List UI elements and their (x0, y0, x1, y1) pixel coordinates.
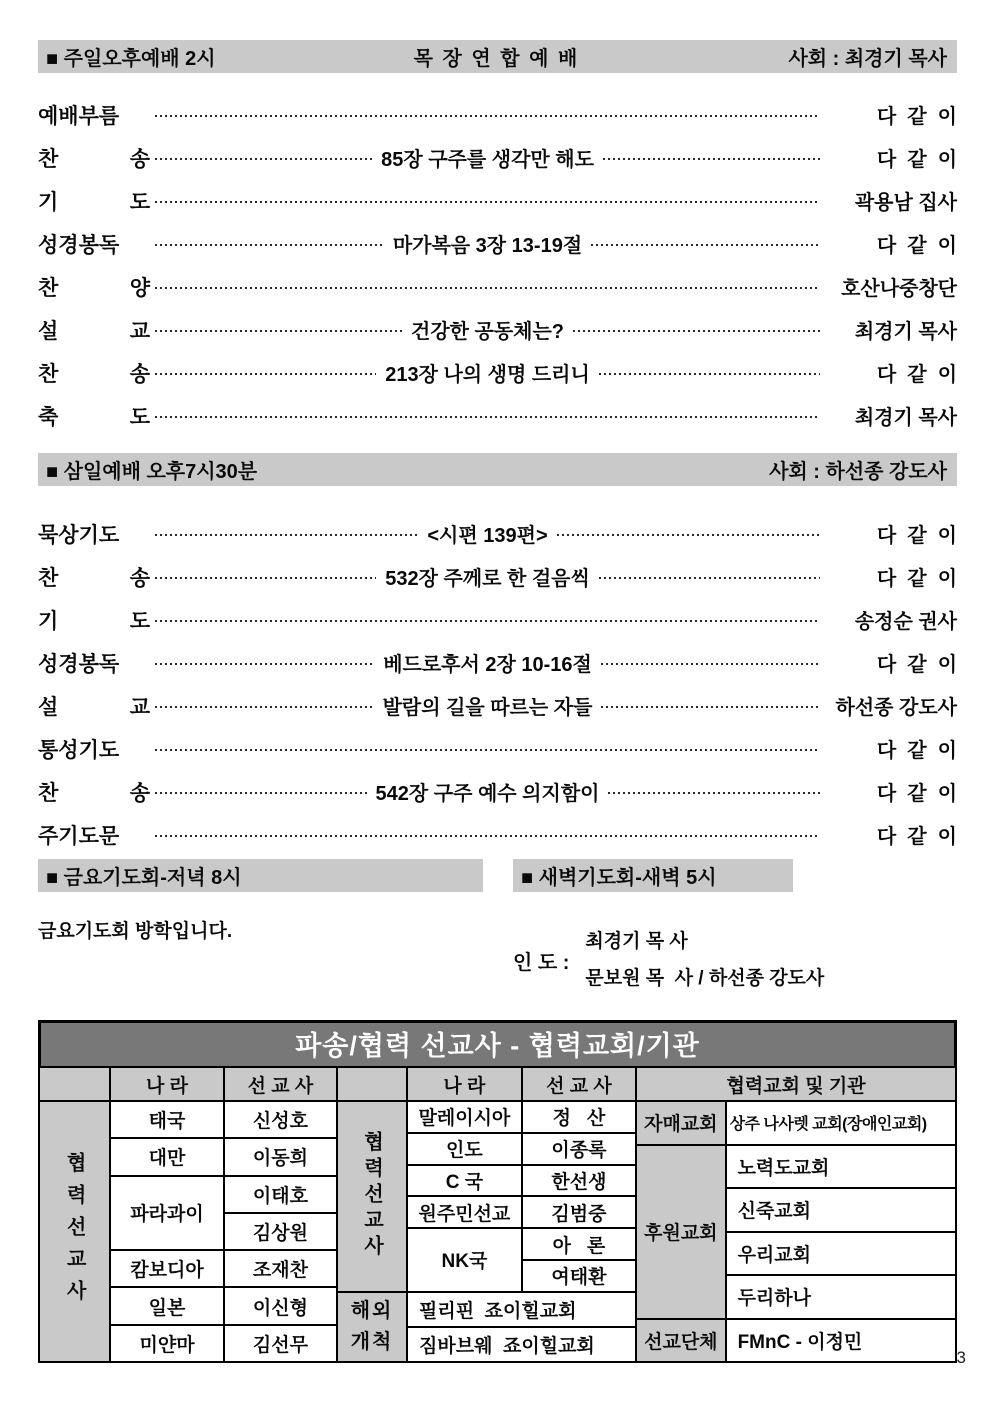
worship-item-person: 최경기 목사 (854, 321, 958, 343)
dawn-leader-line2: 문보원 목 사 / 하선종 강도사 (585, 968, 825, 989)
group-label-coop-missionary: 협력선교사 (39, 1101, 110, 1362)
worship-item-label: 기 도 (38, 190, 150, 214)
worship-item-label: 찬 양 (38, 276, 150, 300)
worship-row (38, 598, 957, 641)
dotted-leader (155, 534, 418, 536)
worship-item-label: 설 교 (38, 319, 150, 343)
dotted-leader (557, 534, 820, 536)
prayer-meeting-headers (38, 859, 957, 892)
dotted-leader (155, 620, 820, 622)
worship-row (38, 555, 957, 598)
mission-org-label: 선교단체 (636, 1319, 725, 1363)
country-cell: 대만 (110, 1138, 223, 1175)
worship-item-detail: 532장 주께로 한 걸음씩 (385, 568, 590, 590)
country-cell: 캄보디아 (110, 1250, 223, 1287)
dotted-leader (155, 244, 384, 246)
worship-item-person: 다 같 이 (876, 149, 958, 171)
worship-item-label: 기 도 (38, 609, 150, 633)
worship-item-detail: <시편 139편> (427, 525, 548, 547)
country-cell: 미얀마 (110, 1325, 223, 1362)
worship-item-detail: 213장 나의 생명 드리니 (385, 364, 590, 386)
col-header-missionary: 선 교 사 (522, 1067, 636, 1101)
service-name-time: ■ 주일오후예배 2시 (46, 48, 216, 70)
worship-item-person: 다 같 이 (876, 364, 958, 386)
worship-item-person: 다 같 이 (876, 525, 957, 547)
sister-church-label: 자매교회 (636, 1101, 725, 1145)
missionary-cell: 이동희 (224, 1138, 337, 1175)
missionary-table-title: 파송/협력 선교사 - 협력교회/기관 (38, 1020, 957, 1066)
service-name-time: ■ 삼일예배 오후7시30분 (46, 461, 258, 483)
friday-prayer-title: ■ 금요기도회-저녁 8시 (46, 867, 242, 889)
country-cell: 말레이시아 (407, 1101, 522, 1133)
worship-item-person: 하선종 강도사 (835, 697, 957, 719)
dotted-leader (608, 792, 820, 794)
missionary-cell: 한선생 (522, 1165, 636, 1197)
worship-item-label: 찬 송 (38, 566, 150, 590)
table-row (636, 1319, 956, 1363)
missionary-cell: 이종록 (522, 1133, 636, 1165)
friday-prayer-header (38, 859, 483, 892)
worship-row (38, 394, 957, 437)
country-cell: 일본 (110, 1287, 223, 1324)
table-row (337, 1101, 636, 1133)
col-header-country: 나 라 (407, 1067, 522, 1101)
worship-item-detail: 건강한 공동체는? (411, 321, 565, 343)
worship-item-label: 축 도 (38, 405, 150, 429)
col-header-missionary: 선 교 사 (224, 1067, 337, 1101)
corner-cell (39, 1067, 110, 1101)
worship-item-detail: 85장 구주를 생각만 해도 (381, 149, 594, 171)
worship-item-detail: 발람의 길을 따르는 자들 (382, 697, 593, 719)
worship-row (38, 136, 957, 179)
dotted-leader (155, 158, 372, 160)
support-church-label: 후원교회 (636, 1145, 725, 1319)
prayer-meeting-notes (38, 908, 957, 1012)
support-church-value: 신죽교회 (726, 1188, 956, 1232)
missionary-table-section (38, 1020, 957, 1363)
worship-item-label: 찬 송 (38, 781, 150, 805)
dotted-leader (601, 663, 820, 665)
support-church-value: 두리하나 (726, 1275, 956, 1319)
dotted-leader (155, 416, 820, 418)
dotted-leader (155, 835, 820, 837)
service-presider: 사회 : 하선종 강도사 (769, 461, 947, 483)
missionary-cell: 정 산 (522, 1101, 636, 1133)
worship-row (38, 770, 957, 813)
missionary-cell: 여태환 (522, 1260, 636, 1292)
group-label-coop-missionary: 협력선교사 (337, 1101, 407, 1292)
dawn-prayer-leaders (513, 908, 824, 1012)
support-church-value: 노력도교회 (726, 1145, 956, 1189)
dotted-leader (573, 330, 820, 332)
worship-item-label: 찬 송 (38, 147, 150, 171)
dotted-leader (155, 201, 820, 203)
worship-item-person: 호산나중창단 (841, 278, 957, 300)
page-number: 3 (956, 1348, 966, 1367)
worship-item-detail: 마가복음 3장 13-19절 (392, 235, 583, 257)
worship-item-label: 통성기도 (38, 738, 120, 762)
worship-row (38, 308, 957, 351)
group-label-overseas-planting: 해외 개척 (337, 1292, 407, 1362)
worship-item-person: 송정순 권사 (854, 611, 957, 633)
cooperating-missionaries-table-left (38, 1066, 338, 1363)
worship-item-person: 다 같 이 (876, 106, 957, 128)
support-church-value: 우리교회 (726, 1232, 956, 1276)
dotted-leader (155, 330, 402, 332)
missionary-cell: 조재찬 (224, 1250, 337, 1287)
table-row (337, 1292, 636, 1327)
dotted-leader (603, 158, 820, 160)
dotted-leader (155, 749, 820, 751)
dotted-leader (155, 287, 820, 289)
sunday-afternoon-service-header (38, 40, 957, 73)
worship-item-person: 다 같 이 (876, 826, 957, 848)
worship-item-person: 곽용남 집사 (854, 192, 957, 214)
dotted-leader (155, 663, 374, 665)
col-header-country: 나 라 (110, 1067, 223, 1101)
worship-row (38, 512, 957, 555)
worship-item-detail: 542장 구주 예수 의지함이 (375, 783, 600, 805)
dawn-prayer-title: ■ 새벽기도회-새벽 5시 (521, 867, 717, 889)
country-cell: 인도 (407, 1133, 522, 1165)
dawn-lead-names (585, 923, 824, 997)
dotted-leader (599, 373, 820, 375)
worship-row (38, 93, 957, 136)
worship-item-label: 예배부름 (38, 104, 120, 128)
dotted-leader (591, 244, 820, 246)
missionary-cell: 김상원 (224, 1213, 337, 1250)
worship-item-label: 묵상기도 (38, 523, 120, 547)
worship-item-person: 다 같 이 (876, 740, 957, 762)
worship-row (38, 222, 957, 265)
missionary-cell: 김선무 (224, 1325, 337, 1362)
worship-item-person: 최경기 목사 (854, 407, 957, 429)
service-title: 목 장 연 합 예 배 (413, 48, 580, 70)
worship-item-label: 설 교 (38, 695, 150, 719)
worship-row (38, 179, 957, 222)
worship-item-person: 다 같 이 (876, 235, 957, 257)
worship-item-label: 성경봉독 (38, 233, 120, 257)
col-header-partner: 협력교회 및 기관 (636, 1067, 956, 1101)
cooperating-missionaries-table-middle (336, 1066, 637, 1363)
worship-row (38, 813, 957, 856)
dotted-leader (155, 115, 820, 117)
friday-prayer-note: 금요기도회 방학입니다. (38, 921, 233, 942)
dotted-leader (155, 373, 376, 375)
dotted-leader (155, 577, 376, 579)
worship-row (38, 727, 957, 770)
worship-item-detail: 베드로후서 2장 10-16절 (383, 654, 592, 676)
partner-churches-table (635, 1066, 957, 1363)
table-row (39, 1101, 337, 1138)
mission-org-value: FMnC - 이정민 (726, 1319, 956, 1363)
dawn-prayer-header (513, 859, 793, 892)
worship-item-label: 찬 송 (38, 362, 150, 386)
table-row (636, 1145, 956, 1189)
country-cell: NK국 (407, 1228, 522, 1292)
worship-item-label: 성경봉독 (38, 652, 120, 676)
worship-row (38, 641, 957, 684)
wednesday-order-list (38, 512, 957, 856)
missionary-cell: 신성호 (224, 1101, 337, 1138)
worship-item-person: 다 같 이 (876, 568, 958, 590)
dotted-leader (155, 792, 367, 794)
missionary-cell: 아 론 (522, 1228, 636, 1260)
sunday-afternoon-order-list (38, 93, 957, 437)
worship-row (38, 265, 957, 308)
corner-cell (337, 1067, 407, 1101)
dotted-leader (601, 706, 820, 708)
country-cell: 원주민선교 (407, 1196, 522, 1228)
dotted-leader (155, 706, 374, 708)
country-cell: 파라과이 (110, 1176, 223, 1251)
wednesday-service-header (38, 453, 957, 486)
worship-item-person: 다 같 이 (876, 654, 958, 676)
dotted-leader (599, 577, 820, 579)
dawn-leader-line1: 최경기 목 사 (585, 931, 688, 952)
overseas-church-cell: 필리핀 죠이힐교회 (407, 1292, 636, 1327)
overseas-church-cell: 짐바브웨 죠이힐교회 (407, 1327, 636, 1362)
table-row (636, 1101, 956, 1145)
worship-item-label: 주기도문 (38, 824, 120, 848)
missionary-cell: 김범중 (522, 1196, 636, 1228)
missionary-tables (38, 1066, 957, 1363)
missionary-cell: 이태호 (224, 1176, 337, 1213)
missionary-cell: 이신형 (224, 1287, 337, 1324)
country-cell: 태국 (110, 1101, 223, 1138)
dawn-lead-label: 인 도 : (513, 951, 570, 974)
service-presider: 사회 : 최경기 목사 (788, 48, 948, 70)
worship-item-person: 다 같 이 (876, 783, 958, 805)
sister-church-value: 상주 나사렛 교회(장애인교회) (726, 1101, 956, 1145)
worship-row (38, 684, 957, 727)
worship-row (38, 351, 957, 394)
country-cell: C 국 (407, 1165, 522, 1197)
